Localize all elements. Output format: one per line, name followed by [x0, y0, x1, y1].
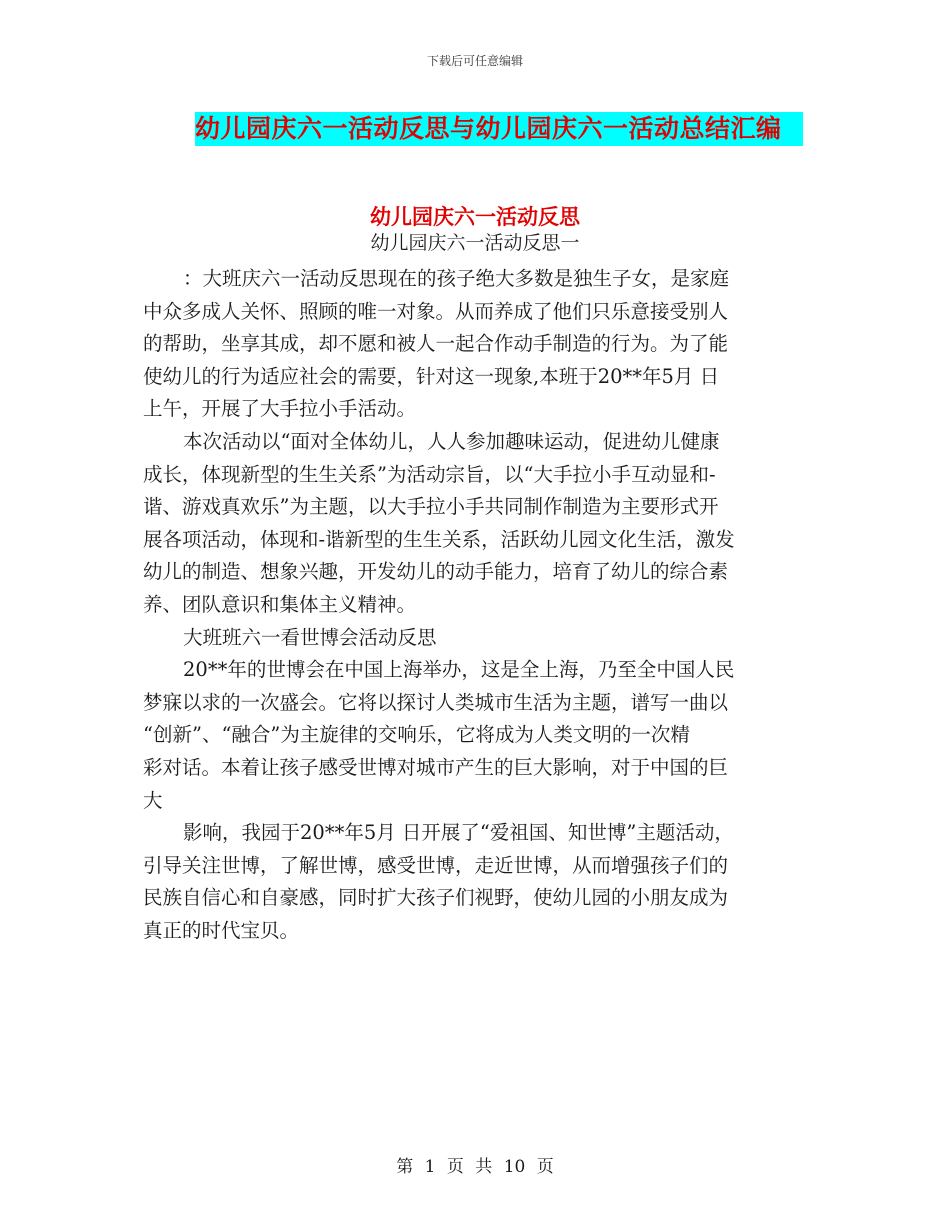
text-line: 的帮助，坐享其成，却不愿和被人一起合作动手制造的行为。为了能 [143, 332, 729, 356]
text-line: 引导关注世博，了解世博，感受世博，走近世博，从而增强孩子们的 [143, 853, 729, 877]
text-line: 梦寐以求的一次盛会。它将以探讨人类城市生活为主题，谱写一曲以 [143, 690, 729, 714]
text-line: 真正的时代宝贝。 [143, 918, 300, 942]
text-line: 养、团队意识和集体主义精神。 [143, 592, 417, 616]
text-line: ：大班庆六一活动反思现在的孩子绝大多数是独生子女，是家庭 [183, 267, 730, 290]
header-note: 下载后可任意编辑 [426, 54, 523, 68]
text-line: 大 [143, 788, 163, 812]
page-footer: 第 1 页 共 10 页 [396, 1157, 554, 1177]
text-line: 谐、游戏真欢乐”为主题，以大手拉小手共同制作制造为主要形式开 [143, 495, 719, 519]
document-title: 幼儿园庆六一活动反思与幼儿园庆六一活动总结汇编 [195, 112, 803, 146]
text-line: 展各项活动，体现和-谐新型的生生关系，活跃幼儿园文化生活，激发 [143, 527, 735, 551]
text-line: 中众多成人关怀、照顾的唯一对象。从而养成了他们只乐意接受别人 [143, 299, 729, 323]
text-line: “创新”、“融合”为主旋律的交响乐，它将成为人类文明的一次精 [143, 723, 690, 747]
text-line: 20**年的世博会在中国上海举办，这是全上海，乃至全中国人民 [183, 658, 735, 682]
text-line: 成长，体现新型的生生关系”为活动宗旨，以“大手拉小手互动显和- [143, 462, 716, 486]
text-line: 幼儿的制造、想象兴趣，开发幼儿的动手能力，培育了幼儿的综合素 [143, 560, 729, 584]
sub-title: 幼儿园庆六一活动反思一 [370, 232, 580, 254]
text-line: 影响，我园于20**年5月 日开展了“爱祖国、知世博”主题活动， [183, 821, 734, 845]
text-line: 使幼儿的行为适应社会的需要，针对这一现象,本班于20**年5月 日 [143, 364, 720, 388]
text-line: 彩对话。本着让孩子感受世博对城市产生的巨大影响，对于中国的巨 [143, 755, 729, 779]
section-title: 幼儿园庆六一活动反思 [370, 205, 580, 229]
body-text [143, 263, 833, 947]
text-line: 民族自信心和自豪感，同时扩大孩子们视野，使幼儿园的小朋友成为 [143, 886, 729, 910]
text-line: 本次活动以“面对全体幼儿，人人参加趣味运动，促进幼儿健康 [183, 429, 720, 453]
text-line: 上午，开展了大手拉小手活动。 [143, 397, 417, 421]
subheading-line: 大班班六一看世博会活动反思 [183, 625, 437, 649]
